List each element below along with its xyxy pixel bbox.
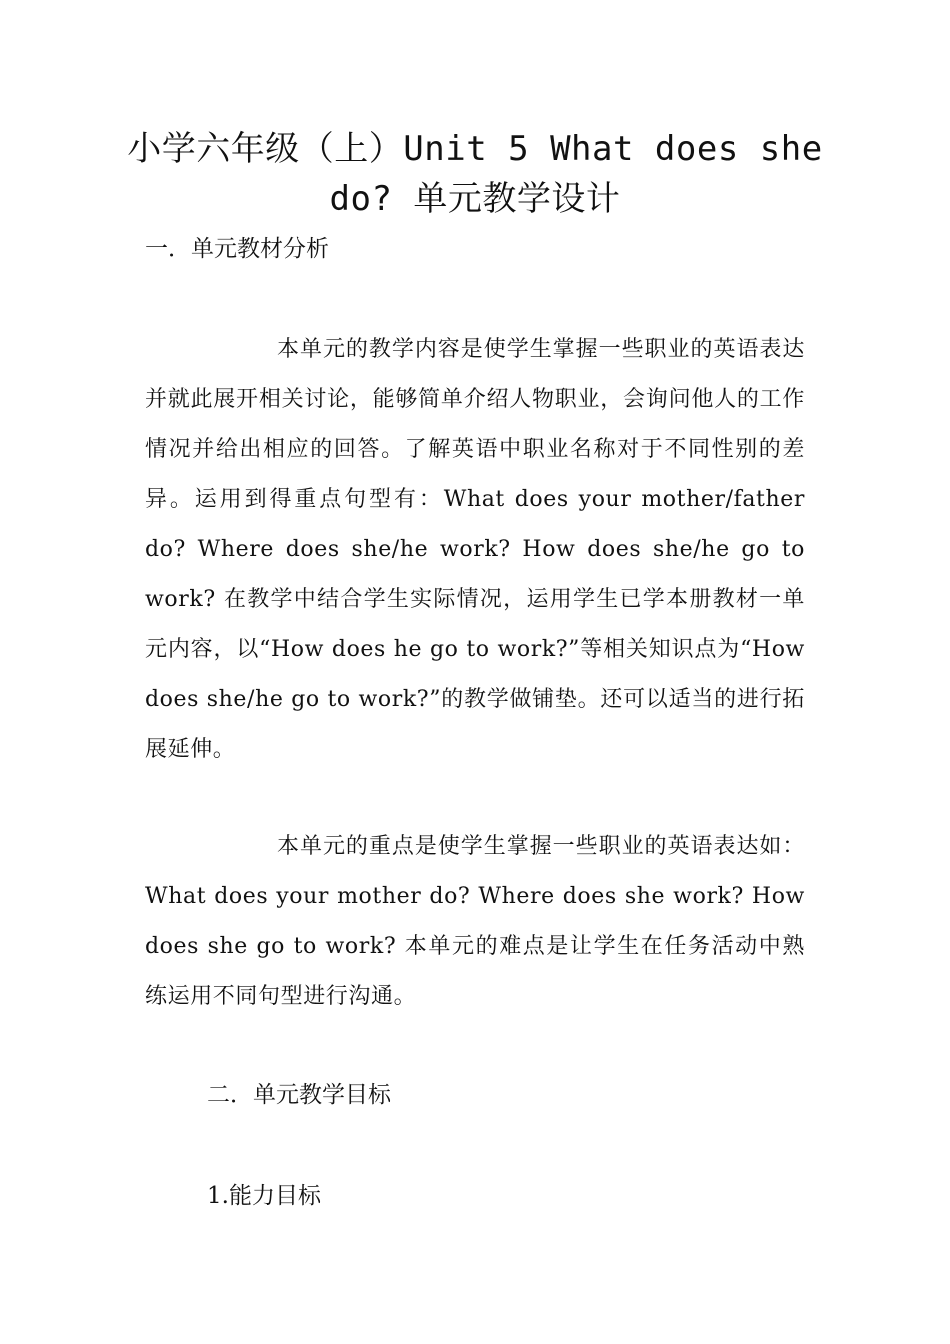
section-heading-objectives: 二．单元教学目标 [207, 1082, 391, 1108]
paragraph-key-points: 本单元的重点是使学生掌握一些职业的英语表达如：What does your mother do? Where does she work? How does she go to work? 本单元的难点是让学生在任务活动中熟练运用不同句型进行沟通。 [145, 834, 805, 1009]
paragraph-content-analysis: 本单元的教学内容是使学生掌握一些职业的英语表达并就此展开相关讨论，能够简单介绍人物职业，会询问他人的工作情况并给出相应的回答。了解英语中职业名称对于不同性别的差异。运用到得重点句型有：What does your mother/father do? Where does she/he work? How does she/he go to work? 在教学中结合学生实际情况，运用学生已学本册教材一单元内容，以“How does he go to work?”等相关知识点为“How does she/he go to work?”的教学做铺垫。还可以适当的进行拓展延伸。 [145, 337, 805, 762]
document-title: 小学六年级（上）Unit 5 What does she do? 单元教学设计 [127, 129, 823, 219]
subsection-heading-ability: 1.能力目标 [207, 1183, 321, 1209]
section-heading-analysis: 一．单元教材分析 [145, 236, 329, 262]
